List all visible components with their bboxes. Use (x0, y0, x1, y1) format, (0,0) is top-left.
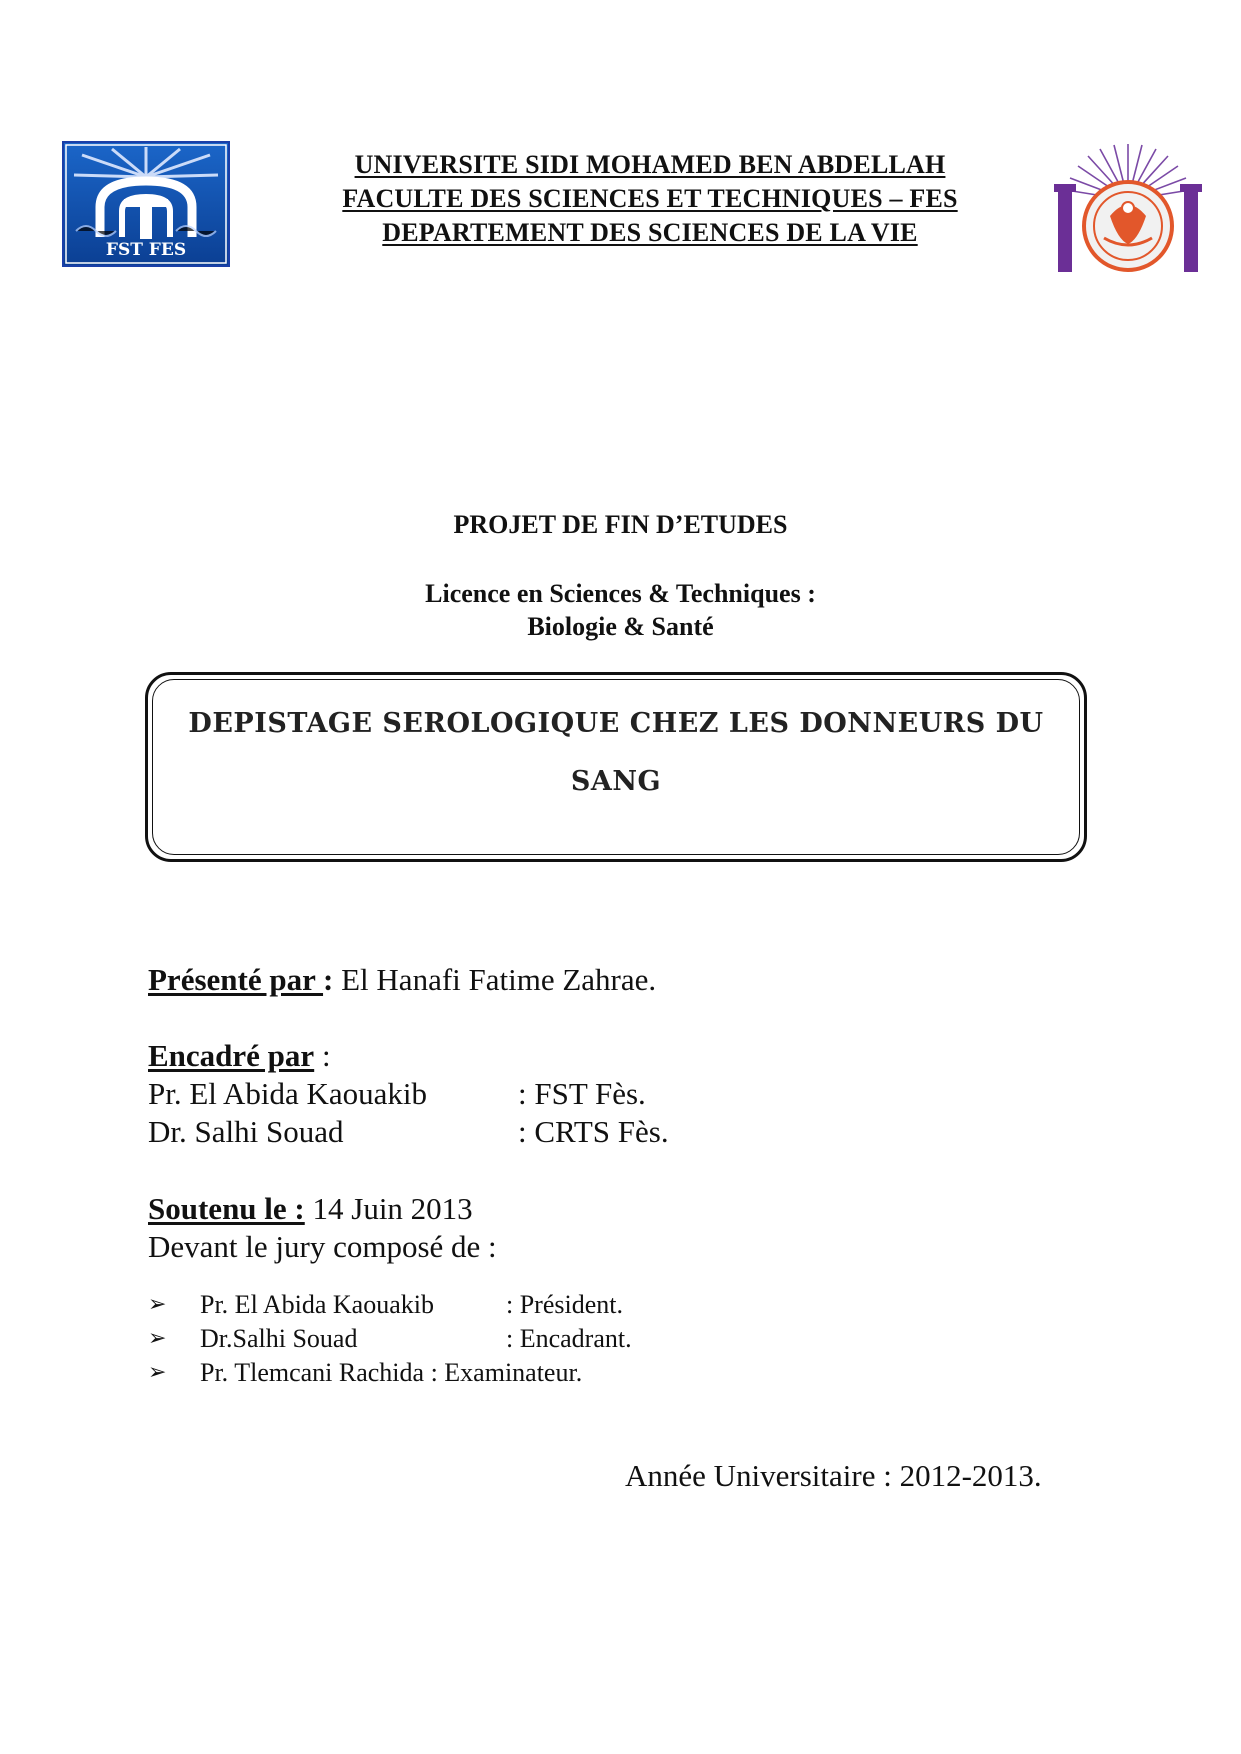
licence-block (0, 577, 1241, 643)
university-name: UNIVERSITE SIDI MOHAMED BEN ABDELLAH (354, 150, 946, 179)
jury-member-name: Pr. Tlemcani Rachida : Examinateur. (200, 1358, 583, 1387)
jury-member-name: Dr.Salhi Souad (200, 1324, 358, 1353)
supervisor-affiliation: : CRTS Fès. (518, 1114, 669, 1149)
presented-by-label: Présenté par (148, 962, 324, 997)
arrow-bullet-icon: ➢ (148, 1360, 167, 1385)
presented-by-colon: : (323, 962, 342, 997)
thesis-title (148, 695, 1084, 811)
thesis-title-line2: SANG (570, 766, 662, 797)
defense-info (148, 1190, 497, 1266)
presented-by-name: El Hanafi Fatime Zahrae. (341, 962, 657, 997)
supervisor-row (148, 1075, 646, 1113)
supervised-by (148, 1037, 669, 1151)
licence-line1: Licence en Sciences & Techniques : (425, 579, 816, 608)
academic-year: Année Universitaire : 2012-2013. (625, 1458, 1042, 1493)
jury-member-role: : Président. (506, 1290, 623, 1319)
supervised-by-label: Encadré par (148, 1038, 315, 1073)
supervisor-affiliation: : FST Fès. (518, 1076, 646, 1111)
supervised-by-suffix: : (314, 1038, 331, 1073)
fst-fes-logo (62, 141, 230, 267)
jury-member-role: : Encadrant. (506, 1324, 632, 1353)
jury-member-name: Pr. El Abida Kaouakib (200, 1290, 434, 1319)
licence-line2: Biologie & Santé (527, 612, 714, 641)
institution-header (270, 148, 1030, 250)
thesis-title-line1: DEPISTAGE SEROLOGIQUE CHEZ LES DONNEURS DU (188, 708, 1044, 739)
faculty-name: FACULTE DES SCIENCES ET TECHNIQUES – FES (342, 184, 958, 213)
defense-label: Soutenu le : (148, 1191, 305, 1226)
supervisor-row (148, 1113, 669, 1151)
arrow-bullet-icon: ➢ (148, 1326, 167, 1351)
defense-date: 14 Juin 2013 (304, 1191, 473, 1226)
arrow-bullet-icon: ➢ (148, 1292, 167, 1317)
supervisor-name: Pr. El Abida Kaouakib (148, 1076, 427, 1111)
jury-intro: Devant le jury composé de : (148, 1229, 497, 1264)
presented-by (148, 961, 656, 999)
supervisor-name: Dr. Salhi Souad (148, 1114, 344, 1149)
fst-fes-logo-text: FST FES (105, 240, 187, 260)
university-emblem-logo (1052, 138, 1204, 276)
thesis-title-box (145, 672, 1087, 862)
project-type: PROJET DE FIN D’ETUDES (453, 510, 788, 539)
department-name: DEPARTEMENT DES SCIENCES DE LA VIE (382, 218, 918, 247)
